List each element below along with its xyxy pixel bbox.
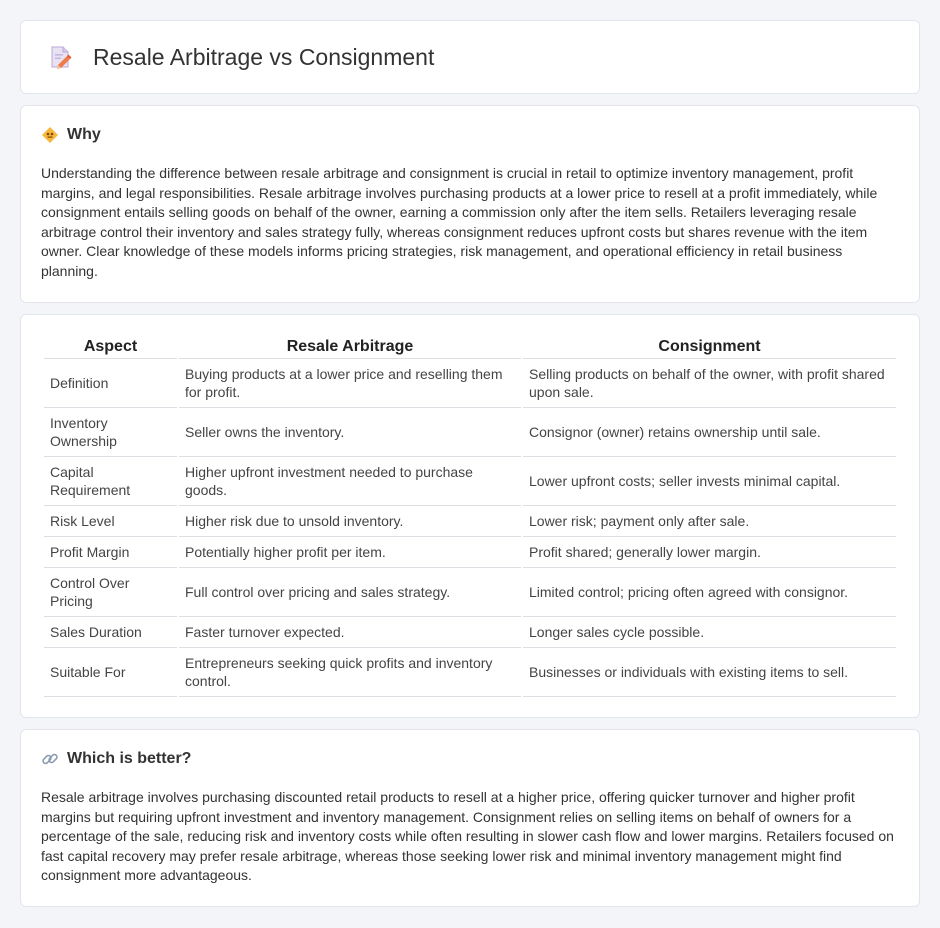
row-resale: Entrepreneurs seeking quick profits and inventory control.	[179, 648, 521, 697]
row-resale: Higher risk due to unsold inventory.	[179, 506, 521, 537]
table-row	[44, 359, 896, 408]
which-better-section	[20, 729, 920, 907]
header-consignment: Consignment	[523, 335, 896, 359]
title-card	[20, 20, 920, 94]
row-consignment: Consignor (owner) retains ownership until sale.	[523, 408, 896, 457]
row-aspect: Capital Requirement	[44, 457, 177, 506]
row-consignment: Profit shared; generally lower margin.	[523, 537, 896, 568]
row-aspect: Definition	[44, 359, 177, 408]
row-resale: Seller owns the inventory.	[179, 408, 521, 457]
row-resale: Full control over pricing and sales strategy.	[179, 568, 521, 617]
row-aspect: Control Over Pricing	[44, 568, 177, 617]
table-row	[44, 506, 896, 537]
row-aspect: Suitable For	[44, 648, 177, 697]
lightbulb-icon	[41, 126, 59, 144]
table-row	[44, 537, 896, 568]
better-header	[41, 750, 899, 768]
document-pencil-icon	[47, 44, 73, 70]
link-icon	[41, 750, 59, 768]
table-row	[44, 408, 896, 457]
better-heading: Which is better?	[67, 750, 192, 767]
row-resale: Faster turnover expected.	[179, 617, 521, 648]
row-aspect: Profit Margin	[44, 537, 177, 568]
why-heading: Why	[67, 126, 101, 143]
comparison-table	[42, 335, 898, 697]
table-row	[44, 457, 896, 506]
row-consignment: Selling products on behalf of the owner, with profit shared upon sale.	[523, 359, 896, 408]
header-resale-arbitrage: Resale Arbitrage	[179, 335, 521, 359]
row-aspect: Risk Level	[44, 506, 177, 537]
header-aspect: Aspect	[44, 335, 177, 359]
why-header	[41, 126, 899, 144]
table-row	[44, 617, 896, 648]
row-resale: Potentially higher profit per item.	[179, 537, 521, 568]
row-aspect: Inventory Ownership	[44, 408, 177, 457]
why-text: Understanding the difference between resale arbitrage and consignment is crucial in retail to optimize inventory management, profit margins, and legal responsibilities. Resale arbitrage involves purchasing products at a lower price to resell at a profit immediately, while consignment entails selling goods on behalf of the owner, earning a commission only after the item sells. Retailers leveraging resale arbitrage control their inventory and sales strategy fully, whereas consignment reduces upfront costs but shares revenue with the item owner. Clear knowledge of these models informs pricing strategies, risk management, and operational efficiency in retail business planning.	[41, 165, 878, 279]
row-consignment: Longer sales cycle possible.	[523, 617, 896, 648]
comparison-card	[20, 314, 920, 718]
why-section	[20, 105, 920, 303]
table-row	[44, 648, 896, 697]
row-consignment: Lower upfront costs; seller invests minimal capital.	[523, 457, 896, 506]
table-header-row	[44, 335, 896, 359]
row-resale: Higher upfront investment needed to purchase goods.	[179, 457, 521, 506]
table-row	[44, 568, 896, 617]
row-resale: Buying products at a lower price and reselling them for profit.	[179, 359, 521, 408]
better-text: Resale arbitrage involves purchasing discounted retail products to resell at a higher price, offering quicker turnover and higher profit margins but requiring upfront investment and inventory management. Consignment relies on selling items on behalf of owners for a percentage of the sale, reducing risk and inventory costs while often resulting in slower cash flow and lower margins. Retailers focused on fast capital recovery may prefer resale arbitrage, whereas those seeking lower risk and minimal inventory management might find consignment more advantageous.	[41, 789, 894, 883]
page-title: Resale Arbitrage vs Consignment	[93, 43, 435, 70]
row-consignment: Limited control; pricing often agreed with consignor.	[523, 568, 896, 617]
row-consignment: Businesses or individuals with existing items to sell.	[523, 648, 896, 697]
row-aspect: Sales Duration	[44, 617, 177, 648]
row-consignment: Lower risk; payment only after sale.	[523, 506, 896, 537]
